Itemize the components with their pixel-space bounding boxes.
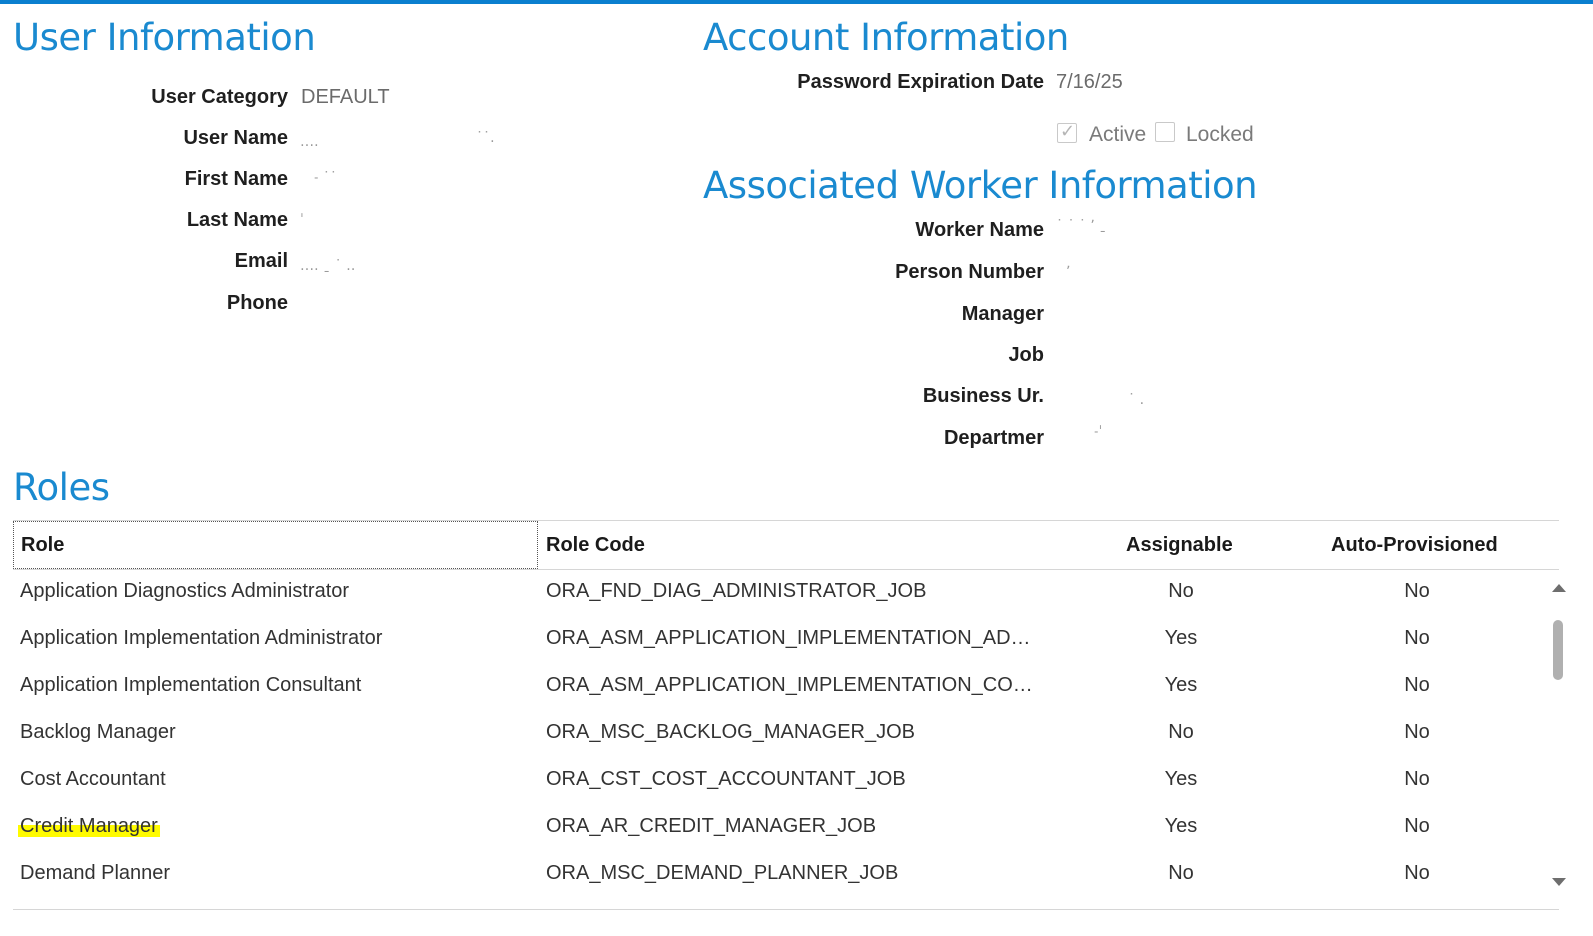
last-name-label: Last Name [186,209,288,231]
role-code-cell: ORA_ASM_APPLICATION_IMPLEMENTATION_AD… [546,627,1031,649]
assignable-cell: No [1168,580,1194,602]
column-header-role[interactable]: Role [21,534,65,556]
first-name-row [0,168,288,196]
worker-name-row [700,219,1044,247]
locked-checkbox[interactable] [1155,122,1175,142]
scroll-down-arrow-icon[interactable] [1552,878,1566,886]
user-information-title: User Information [13,16,316,59]
person-number-label: Person Number [895,261,1044,283]
role-code-cell: ORA_AR_CREDIT_MANAGER_JOB [546,815,877,837]
auto-provisioned-cell: No [1404,674,1430,696]
assignable-cell: No [1168,721,1194,743]
table-row[interactable] [13,709,1533,756]
auto-provisioned-cell: No [1404,862,1430,884]
role-code-cell: ORA_CST_COST_ACCOUNTANT_JOB [546,768,906,790]
password-expiration-row [700,71,1044,99]
user-name-label: User Name [183,127,288,149]
user-name-row [0,127,288,155]
active-checkbox[interactable] [1057,123,1077,143]
redacted-worker-name: ˙ ˙ ˙ ʼ ˍ [1056,218,1107,234]
locked-label: Locked [1186,123,1254,146]
auto-provisioned-cell: No [1404,768,1430,790]
role-cell: Application Implementation Consultant [20,674,362,696]
column-header-role-code[interactable]: Role Code [546,534,645,556]
manager-row [700,303,1044,331]
redacted-department: ˗ˈ [1094,424,1103,440]
scroll-up-arrow-icon[interactable] [1552,584,1566,592]
column-header-auto-provisioned[interactable]: Auto-Provisioned [1331,534,1498,556]
phone-row [0,292,288,320]
auto-provisioned-cell: No [1404,815,1430,837]
last-name-row [0,209,288,237]
role-cell [20,803,160,850]
business-unit-label: Business Ur. [922,385,1044,407]
role-cell: Demand Planner [20,862,171,884]
role-cell: Cost Accountant [20,768,166,790]
role-cell: Application Implementation Administrator [20,627,383,649]
role-code-cell: ORA_ASM_APPLICATION_IMPLEMENTATION_CO… [546,674,1033,696]
role-code-cell: ORA_MSC_BACKLOG_MANAGER_JOB [546,721,915,743]
highlighted-role-text: Credit Manager [20,815,158,837]
person-number-row [700,261,1044,289]
user-category-value: DEFAULT [301,86,390,108]
manager-label: Manager [961,303,1044,325]
business-unit-row [700,385,1044,413]
table-row[interactable] [13,756,1533,803]
assignable-cell: Yes [1164,768,1198,790]
redacted-user-name-tail: ˙˙․ [476,130,495,146]
redacted-last-name: ˈ [300,212,304,228]
auto-provisioned-cell: No [1404,580,1430,602]
active-label: Active [1089,123,1147,146]
assignable-cell: Yes [1164,815,1198,837]
table-row[interactable] [13,850,1533,897]
table-row[interactable] [13,803,1533,850]
account-information-title: Account Information [703,16,1069,59]
assignable-cell: Yes [1164,674,1198,696]
redacted-email: ․․․․ ˍ ˙ ․․ [300,258,356,274]
department-row [700,427,1044,455]
email-label: Email [234,250,288,272]
first-name-label: First Name [184,168,288,190]
user-category-row [0,86,288,114]
role-cell: Backlog Manager [20,721,176,743]
role-header-focus-box [13,521,538,569]
table-bottom-border [13,909,1559,910]
department-label: Departmer [943,427,1044,449]
role-code-cell: ORA_FND_DIAG_ADMINISTRATOR_JOB [546,580,927,602]
assignable-cell: No [1168,862,1194,884]
job-label: Job [1008,344,1044,366]
role-cell: Application Diagnostics Administrator [20,580,350,602]
auto-provisioned-cell: No [1404,721,1430,743]
table-row[interactable] [13,662,1533,709]
redacted-first-name: ˗ ˙˙ [314,170,337,186]
user-category-label: User Category [151,86,288,108]
column-header-assignable[interactable]: Assignable [1126,534,1233,556]
redacted-person-number: ʼ [1066,264,1071,280]
redacted-user-name: ․․․․ [300,134,319,150]
roles-table-body [13,568,1559,910]
worker-name-label: Worker Name [915,219,1044,241]
job-row [700,344,1044,372]
email-row [0,250,288,278]
password-expiration-value: 7/16/25 [1056,71,1123,93]
assignable-cell: Yes [1164,627,1198,649]
roles-table-scrollbar[interactable] [1549,568,1569,908]
table-row[interactable] [13,615,1533,662]
redacted-business-unit: ˙ ․ [1128,392,1145,408]
checkmark-icon: ✓ [1060,121,1076,142]
worker-information-title: Associated Worker Information [703,164,1258,207]
roles-table [13,520,1559,912]
top-accent-bar [0,0,1593,4]
password-expiration-label: Password Expiration Date [797,71,1044,93]
table-row[interactable] [13,568,1533,615]
roles-title: Roles [13,466,110,509]
phone-label: Phone [226,292,288,314]
auto-provisioned-cell: No [1404,627,1430,649]
scroll-thumb[interactable] [1553,620,1563,680]
role-code-cell: ORA_MSC_DEMAND_PLANNER_JOB [546,862,899,884]
roles-table-header [13,520,1559,570]
